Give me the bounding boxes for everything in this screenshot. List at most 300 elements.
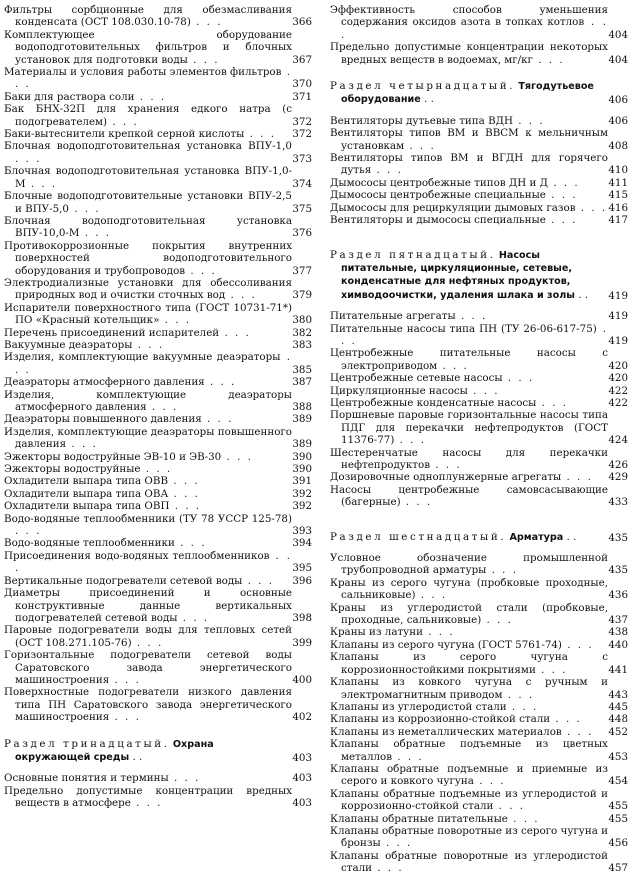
toc-entry[interactable] (4, 103, 312, 128)
page-number: 390 (292, 450, 312, 463)
page-number: 399 (292, 636, 312, 649)
toc-entry-title: Клапаны из серого чугуна с коррозионностойкими покрытиями (330, 651, 608, 676)
page-number: 376 (292, 227, 312, 240)
toc-entry[interactable] (330, 726, 628, 738)
toc-entry[interactable] (4, 376, 312, 388)
toc-entry-title: Изделия, комплектующие деаэраторы атмосферного давления (4, 388, 292, 413)
toc-entry-title: Электродиализные установки для обессоливания природных вод и очистки сточных вод (4, 276, 292, 302)
page-number: 438 (608, 626, 628, 639)
dot-leader: . . . (25, 177, 58, 190)
toc-entry-title: Питательные агрегаты (330, 310, 456, 323)
dot-leader: . . . (15, 152, 42, 165)
page-number: 417 (608, 214, 628, 227)
toc-entry[interactable] (4, 772, 312, 784)
dot-leader: . . . (575, 201, 608, 214)
page-number: 383 (292, 338, 312, 351)
page-number: 440 (608, 638, 628, 651)
toc-entry[interactable] (4, 488, 312, 500)
toc-entry-title: Блочные водоподготовительные установки ВПУ-2,5 и ВПУ-5,0 (4, 190, 292, 215)
toc-entry[interactable] (4, 537, 312, 549)
section-heading (330, 249, 628, 303)
dot-leader: . . (563, 530, 577, 543)
spacer (330, 107, 628, 115)
spacer (4, 724, 312, 738)
dot-leader: . . . (486, 564, 518, 577)
spacer (330, 302, 628, 310)
toc-entry[interactable] (330, 788, 628, 813)
dot-leader: . . . (15, 351, 293, 376)
section-title: Охрана окружающей среды (15, 738, 214, 763)
toc-entry[interactable] (330, 825, 628, 850)
toc-entry-title: Испарители поверхностного типа (ГОСТ 10731-71*) ПО «Красный котельщик» (4, 301, 292, 327)
dot-leader: . . . (242, 574, 274, 587)
dot-leader: . . (129, 750, 143, 763)
page-number: 382 (292, 326, 312, 339)
toc-entry-title: Вакуумные деаэраторы (4, 338, 133, 351)
toc-entry-title: Насосы центробежные самовсасывающие (багерные) (330, 483, 608, 509)
page-number: 396 (292, 574, 312, 587)
dot-leader: . . . (79, 227, 112, 240)
toc-entry[interactable] (330, 323, 628, 348)
section-title: Арматура (509, 531, 564, 543)
toc-entry[interactable] (330, 471, 628, 483)
toc-entry[interactable] (330, 639, 628, 651)
dot-leader: . . . (507, 812, 540, 825)
page-number: 410 (608, 164, 628, 177)
dot-leader: . . (420, 93, 434, 106)
toc-entry-title: Питательные насосы типа ПН (ТУ 26-06-617-75) (330, 322, 597, 335)
page-number: 408 (608, 139, 628, 152)
toc-entry-title: Блочная водоподготовительная установка ВПУ-10,0-М (4, 214, 292, 240)
page-number: 436 (608, 589, 628, 602)
toc-entry-title: Охладители выпара типа ОВА (4, 487, 169, 500)
toc-entry[interactable] (4, 451, 312, 463)
page-number: 411 (608, 176, 628, 189)
dot-leader: . . . (550, 713, 582, 726)
page-number: 435 (608, 564, 628, 577)
toc-entry[interactable] (4, 128, 312, 140)
toc-entry[interactable] (330, 763, 628, 788)
dot-leader: . . . (512, 114, 545, 127)
toc-entry-title: Диаметры присоединений и основные конструктивные данные вертикальных подогревателей сетевой воды (4, 587, 292, 624)
dot-leader: . . . (68, 202, 101, 215)
toc-entry-title: Эффективность способов уменьшения содержания оксидов азота в топках котлов (330, 4, 608, 29)
toc-entry[interactable] (330, 202, 628, 214)
toc-entry[interactable] (330, 447, 628, 472)
page-number: 454 (608, 775, 628, 788)
toc-entry[interactable] (4, 190, 312, 215)
toc-entry-title: Вентиляторы и дымососы специальные (330, 214, 546, 227)
toc-entry[interactable] (4, 463, 312, 475)
toc-entry[interactable] (4, 351, 312, 376)
page-number: 406 (608, 114, 628, 127)
page-number: 435 (608, 531, 628, 544)
toc-entry-title: Центробежные сетевые насосы (330, 372, 503, 385)
toc-entry[interactable] (4, 215, 312, 240)
dot-leader: . . . (536, 396, 569, 409)
dot-leader: . . . (372, 862, 404, 875)
toc-entry-title: Водо-водяные теплообменники (ТУ 78 УССР 125-78) (4, 512, 292, 525)
toc-entry-title: Циркуляционные насосы (330, 384, 468, 397)
toc-entry-title: Бак БНХ-32П для хранения едкого натра (с подогревателем) (4, 103, 292, 128)
dot-leader: . . . (422, 626, 455, 639)
toc-entry-title: Дымососы центробежные типов ДН и Д (330, 176, 549, 189)
toc-entry-title: Материалы и условия работы элементов фильтров (4, 66, 282, 79)
section-number: Раздел четырнадцатый. (330, 80, 516, 93)
page-number: 389 (292, 413, 312, 426)
page-number: 403 (292, 797, 312, 810)
toc-entry-title: Охладители выпара типа ОВП (4, 500, 170, 513)
dot-leader: . . . (493, 800, 526, 813)
dot-leader: . . . (140, 463, 173, 476)
spacer (330, 544, 628, 552)
page-number: 403 (292, 751, 312, 764)
toc-entry[interactable] (4, 302, 312, 327)
dot-leader: . . (574, 288, 589, 301)
toc-entry-title: Клапаны из ковкого чугуна с ручным и электромагнитным приводом (330, 676, 608, 701)
dot-leader: . . . (15, 549, 292, 575)
page-number: 448 (608, 713, 628, 726)
toc-entry-title: Горизонтальные подогреватели сетевой воды Саратовского завода энергетического машиностроения (4, 649, 292, 686)
dot-leader: . . . (481, 614, 513, 627)
toc-entry-title: Вентиляторы дутьевые типа ВДН (330, 114, 513, 127)
toc-entry-title: Вертикальные подогреватели сетевой воды (4, 574, 243, 587)
toc-entry-title: Эжекторы водоструйные ЭВ-10 и ЭВ-30 (4, 450, 222, 463)
toc-entry-title: Комплектующее оборудование водоподготовительных фильтров и блочных установок для подготовки воды (4, 28, 292, 66)
toc-entry[interactable] (330, 41, 628, 66)
toc-entry[interactable] (4, 686, 312, 723)
page-number: 441 (608, 663, 628, 676)
page-number: 437 (608, 614, 628, 627)
page-number: 422 (608, 384, 628, 397)
toc-entry[interactable] (330, 813, 628, 825)
toc-entry-title: Перечень присоединений испарителей (4, 326, 220, 339)
toc-entry[interactable] (4, 91, 312, 103)
toc-entry-title: Паровые подогреватели воды для тепловых сетей (ОСТ 108.271.105-76) (4, 624, 292, 649)
section-number: Раздел пятнадцатый. (330, 248, 496, 261)
page-number: 422 (608, 396, 628, 409)
toc-entry[interactable] (4, 240, 312, 277)
page-number: 402 (292, 711, 312, 724)
page-number: 419 (608, 334, 628, 347)
toc-entry-title: Дозировочные одноплунжерные агрегаты (330, 471, 562, 484)
toc-entry[interactable] (330, 484, 628, 509)
toc-entry-title: Краны из серого чугуна (пробковые проходные, сальниковые) (330, 576, 608, 602)
toc-entry-title: Клапаны обратные подъемные из цветных металлов (330, 738, 608, 763)
page-number: 455 (608, 800, 628, 813)
toc-entry[interactable] (330, 850, 628, 875)
toc-entry[interactable] (330, 577, 628, 602)
toc-entry[interactable] (4, 550, 312, 575)
dot-leader: . . . (169, 500, 202, 513)
toc-entry[interactable] (4, 4, 312, 29)
page-number: 420 (608, 359, 628, 372)
toc-entry[interactable] (330, 214, 628, 226)
toc-entry[interactable] (4, 426, 312, 451)
page-number: 391 (292, 475, 312, 488)
dot-leader: . . . (415, 589, 448, 602)
dot-leader: . . . (146, 401, 179, 413)
toc-entry[interactable] (4, 624, 312, 649)
toc-entry-title: Предельно допустимые концентрации вредных веществ в атмосфере (4, 784, 292, 810)
dot-leader: . . . (66, 438, 98, 451)
dot-leader: . . . (467, 384, 500, 397)
page-number: 445 (608, 700, 628, 713)
dot-leader: . . . (132, 338, 165, 351)
toc-entry-title: Поверхностные подогреватели низкого давления типа ПН Саратовского завода энергетического машиностроения (4, 686, 292, 724)
page-number: 372 (292, 128, 312, 141)
toc-entry[interactable] (330, 177, 628, 189)
page-number: 372 (292, 115, 312, 128)
dot-leader: . . . (437, 359, 469, 372)
toc-entry[interactable] (330, 409, 628, 446)
page-number: 404 (608, 53, 628, 66)
page-number: 433 (608, 496, 628, 509)
dot-leader: . . . (392, 750, 424, 763)
toc-entry[interactable] (4, 587, 312, 624)
page-number: 419 (608, 310, 628, 323)
dot-leader: . . . (174, 537, 207, 550)
spacer (4, 764, 312, 772)
dot-leader: . . . (221, 450, 253, 463)
toc-entry-title: Клапаны из неметаллических материалов (330, 725, 562, 738)
page-number: 429 (608, 471, 628, 484)
toc-entry[interactable] (330, 552, 628, 577)
dot-leader: . . . (204, 376, 237, 389)
toc-entry-title: Изделия, комплектующие деаэраторы повышенного давления (4, 425, 292, 451)
section-title: Тягодутьевое оборудование (341, 81, 594, 106)
toc-entry-title: Клапаны обратные питательные (330, 812, 508, 825)
dot-leader: . . . (177, 611, 210, 624)
page-number: 366 (292, 16, 312, 29)
page-number: 452 (608, 725, 628, 738)
toc-entry-title: Баки для раствора соли (4, 90, 135, 103)
dot-leader: . . . (430, 459, 462, 471)
toc-entry-title: Противокоррозионные покрытия внутренних поверхностей водоподготовительного оборудования и трубопроводов (4, 239, 292, 277)
toc-entry[interactable] (330, 152, 628, 177)
toc-entry-title: Центробежные питательные насосы с электроприводом (330, 347, 608, 372)
page-number: 373 (292, 152, 312, 165)
spacer (330, 66, 628, 80)
page-number: 404 (608, 28, 628, 41)
toc-entry-title: Фильтры сорбционные для обезмасливания конденсата (ОСТ 108.030.10-78) (4, 4, 292, 29)
toc-entry[interactable] (330, 676, 628, 701)
toc-entry-title: Краны из латуни (330, 626, 423, 639)
dot-leader: . . . (380, 837, 413, 850)
dot-leader: . . . (244, 128, 276, 141)
dot-leader: . . . (545, 214, 578, 227)
toc-entry-title: Клапаны обратные подъемные из углеродистой и коррозионно-стойкой стали (330, 787, 608, 813)
section-heading (330, 80, 628, 107)
toc-entry-title: Шестеренчатые насосы для перекачки нефтепродуктов (330, 446, 608, 471)
toc-entry[interactable] (4, 339, 312, 351)
page-number: 371 (292, 90, 312, 103)
toc-left-column (4, 4, 312, 810)
toc-entry[interactable] (4, 327, 312, 339)
toc-entry-title: Условное обозначение промышленной трубопроводной арматуры (330, 552, 608, 577)
page-number: 457 (608, 862, 628, 875)
spacer (330, 509, 628, 531)
page-number: 443 (608, 688, 628, 701)
spacer (330, 227, 628, 249)
dot-leader: . . . (341, 16, 608, 41)
toc-entry[interactable] (330, 189, 628, 201)
toc-entry-title: Клапаны из серого чугуна (ГОСТ 5761-74) (330, 638, 562, 651)
toc-entry[interactable] (330, 626, 628, 638)
section-heading (4, 738, 312, 765)
dot-leader: . . . (371, 164, 403, 177)
dot-leader: . . . (168, 475, 200, 488)
page-number: 426 (608, 459, 628, 471)
page-number: 374 (292, 177, 312, 190)
toc-entry-title: Предельно допустимые концентрации некоторых вредных веществ в водоемах, мг/кг (330, 41, 608, 66)
toc-entry[interactable] (4, 66, 312, 91)
dot-leader: . . . (400, 496, 433, 509)
page-number: 406 (608, 94, 628, 107)
toc-entry[interactable] (330, 4, 628, 41)
page-number: 393 (292, 525, 312, 538)
dot-leader: . . . (107, 115, 139, 128)
toc-entry-title: Присоединения водо-водяных теплообменников (4, 549, 270, 562)
toc-entry[interactable] (330, 127, 628, 152)
page-number: 370 (292, 78, 312, 91)
toc-entry[interactable] (330, 115, 628, 127)
dot-leader: . . . (15, 525, 42, 538)
dot-leader: . . . (404, 139, 436, 152)
page-number: 375 (292, 202, 312, 215)
dot-leader: . . . (394, 434, 426, 447)
page-number: 415 (608, 189, 628, 202)
toc-entry[interactable] (330, 602, 628, 627)
toc-entry[interactable] (330, 701, 628, 713)
dot-leader: . . . (561, 725, 594, 738)
toc-entry[interactable] (4, 575, 312, 587)
toc-entry[interactable] (330, 385, 628, 397)
toc-entry-title: Баки-вытеснители крепкой серной кислоты (4, 128, 245, 141)
page-number: 392 (292, 500, 312, 513)
toc-entry-title: Вентиляторы типов ВМ и ВВСМ к мельничным установкам (330, 127, 608, 152)
page-number: 416 (608, 201, 628, 214)
dot-leader: . . . (225, 289, 257, 302)
toc-entry-title: Центробежные конденсатные насосы (330, 396, 537, 409)
page-number: 387 (292, 376, 312, 389)
dot-leader: . . . (545, 189, 578, 202)
toc-entry[interactable] (4, 500, 312, 512)
toc-right-column (330, 4, 628, 875)
section-heading (330, 531, 628, 544)
toc-entry[interactable] (4, 785, 312, 810)
toc-entry-title: Клапаны обратные поворотные из серого чугуна и бронзы (330, 824, 608, 850)
page-number: 395 (292, 562, 312, 575)
page-number: 420 (608, 372, 628, 385)
dot-leader: . . . (506, 700, 539, 713)
toc-entry[interactable] (4, 165, 312, 190)
dot-leader: . . . (168, 487, 200, 500)
dot-leader: . . . (201, 413, 234, 426)
toc-entry-title: Вентиляторы типов ВМ и ВГДН для горячего дутья (330, 152, 608, 177)
toc-entry-title: Поршневые паровые горизонтальные насосы типа ПДГ для перекачки нефтепродуктов (ГОСТ 11376-77) (330, 409, 608, 447)
toc-entry-title: Блочная водоподготовительная установка ВПУ-1,0 (4, 140, 292, 153)
toc-entry[interactable] (4, 29, 312, 66)
dot-leader: . . . (187, 53, 220, 66)
toc-entry-title: Клапаны обратные поворотные из углеродистой стали (330, 849, 608, 875)
toc-entry[interactable] (330, 713, 628, 725)
toc-entry-title: Клапаны обратные подъемные и приемные из серого и ковкого чугуна (330, 762, 608, 788)
dot-leader: . . . (535, 663, 568, 676)
toc-entry[interactable] (330, 310, 628, 322)
dot-leader: . . . (190, 16, 223, 29)
toc-entry[interactable] (4, 277, 312, 302)
page-number: 377 (292, 264, 312, 277)
dot-leader: . . . (473, 775, 506, 788)
toc-entry-title: Деаэраторы атмосферного давления (4, 376, 205, 389)
page-number: 419 (608, 289, 628, 302)
toc-entry[interactable] (4, 475, 312, 487)
page-number: 390 (292, 463, 312, 476)
toc-entry[interactable] (4, 649, 312, 686)
toc-entry-title: Клапаны из углеродистой стали (330, 700, 507, 713)
toc-entry[interactable] (330, 397, 628, 409)
page-number: 400 (292, 673, 312, 686)
dot-leader: . . . (134, 90, 167, 103)
toc-entry-title: Деаэраторы повышенного давления (4, 413, 202, 426)
page-number: 455 (608, 812, 628, 825)
toc-entry[interactable] (4, 389, 312, 414)
dot-leader: . . . (561, 638, 594, 651)
section-number: Раздел шестнадцатый. (330, 530, 507, 543)
toc-entry[interactable] (330, 347, 628, 372)
toc-entry[interactable] (4, 140, 312, 165)
dot-leader: . . . (341, 322, 608, 347)
page-number: 456 (608, 837, 628, 850)
dot-leader: . . . (548, 176, 580, 189)
page-number: 392 (292, 487, 312, 500)
page-number: 367 (292, 53, 312, 66)
toc-entry-title: Клапаны из коррозионно-стойкой стали (330, 713, 551, 726)
dot-leader: . . . (219, 326, 251, 339)
toc-entry[interactable] (330, 372, 628, 384)
toc-entry-title: Водо-водяные теплообменники (4, 537, 175, 550)
page-number: 453 (608, 750, 628, 763)
section-number: Раздел тринадцатый. (4, 737, 170, 750)
dot-leader: . . . (502, 688, 535, 701)
page-number: 398 (292, 611, 312, 624)
toc-entry[interactable] (330, 738, 628, 763)
page-number: 380 (292, 314, 312, 327)
page-number: 388 (292, 401, 312, 413)
toc-entry[interactable] (4, 413, 312, 425)
page-number: 403 (292, 772, 312, 785)
dot-leader: . . . (561, 471, 593, 484)
page-number: 424 (608, 434, 628, 447)
toc-entry[interactable] (330, 651, 628, 676)
page-number: 379 (292, 289, 312, 302)
toc-entry-title: Изделия, комплектующие вакуумные деаэраторы (4, 351, 281, 364)
dot-leader: . . . (109, 673, 141, 686)
toc-entry-title: Краны из углеродистой стали (пробковые, проходные, сальниковые) (330, 601, 608, 627)
dot-leader: . . . (502, 372, 535, 385)
dot-leader: . . . (131, 636, 164, 649)
dot-leader: . . . (130, 797, 163, 810)
dot-leader: . . . (15, 66, 293, 91)
toc-entry-title: Дымососы центробежные специальные (330, 189, 546, 202)
toc-entry-title: Дымососы для рециркуляции дымовых газов (330, 201, 576, 214)
toc-entry[interactable] (4, 513, 312, 538)
section-title: Насосы питательные, циркуляционные, сетевые, конденсатные для нефтяных продуктов, химводоочистки, удаления шлака и золы (341, 249, 575, 301)
dot-leader: . . . (168, 772, 201, 785)
toc-entry-title: Эжекторы водоструйные (4, 463, 141, 476)
toc-entry-title: Основные понятия и термины (4, 772, 169, 785)
